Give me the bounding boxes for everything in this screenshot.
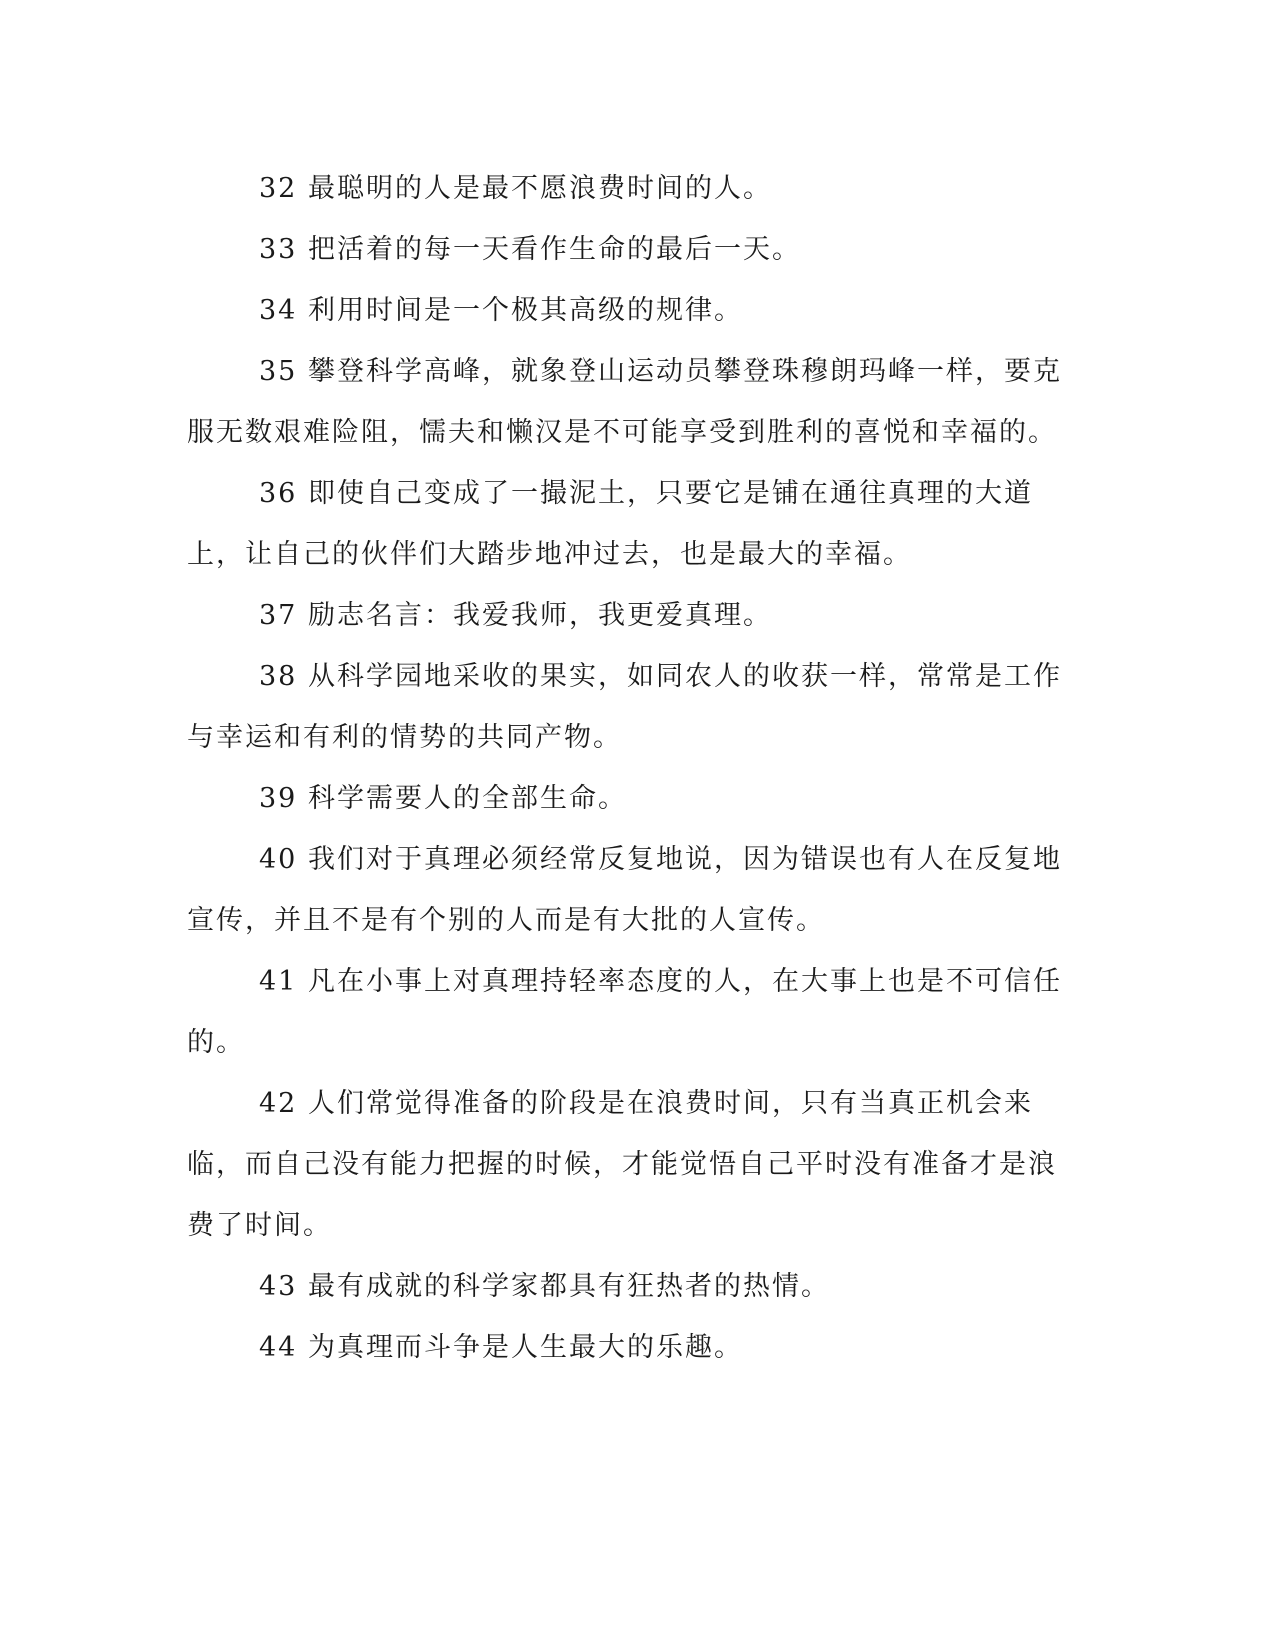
paragraph-37: 37 励志名言：我爱我师，我更爱真理。 [259,600,772,631]
paragraph-40: 40 我们对于真理必须经常反复地说，因为错误也有人在反复地宣传，并且不是有个别的人而是有大批的人宣传。 [187,844,1062,936]
paragraph-39: 39 科学需要人的全部生命。 [259,783,627,814]
paragraph-33: 33 把活着的每一天看作生命的最后一天。 [259,234,801,265]
paragraph-43: 43 最有成就的科学家都具有狂热者的热情。 [259,1271,830,1302]
paragraph-42: 42 人们常觉得准备的阶段是在浪费时间，只有当真正机会来临，而自己没有能力把握的时候，才能觉悟自己平时没有准备才是浪费了时间。 [187,1088,1057,1241]
paragraph-44: 44 为真理而斗争是人生最大的乐趣。 [259,1332,743,1363]
paragraph-38: 38 从科学园地采收的果实，如同农人的收获一样，常常是工作与幸运和有利的情势的共同产物。 [187,661,1062,753]
paragraph-34: 34 利用时间是一个极其高级的规律。 [259,295,743,326]
paragraph-32: 32 最聪明的人是最不愿浪费时间的人。 [259,173,772,204]
paragraph-35: 35 攀登科学高峰，就象登山运动员攀登珠穆朗玛峰一样，要克服无数艰难险阻，懦夫和懒汉是不可能享受到胜利的喜悦和幸福的。 [187,356,1062,448]
paragraph-36: 36 即使自己变成了一撮泥土，只要它是铺在通往真理的大道上，让自己的伙伴们大踏步地冲过去，也是最大的幸福。 [187,478,1033,570]
document-body [187,158,1067,1378]
paragraph-41: 41 凡在小事上对真理持轻率态度的人，在大事上也是不可信任的。 [187,966,1062,1058]
